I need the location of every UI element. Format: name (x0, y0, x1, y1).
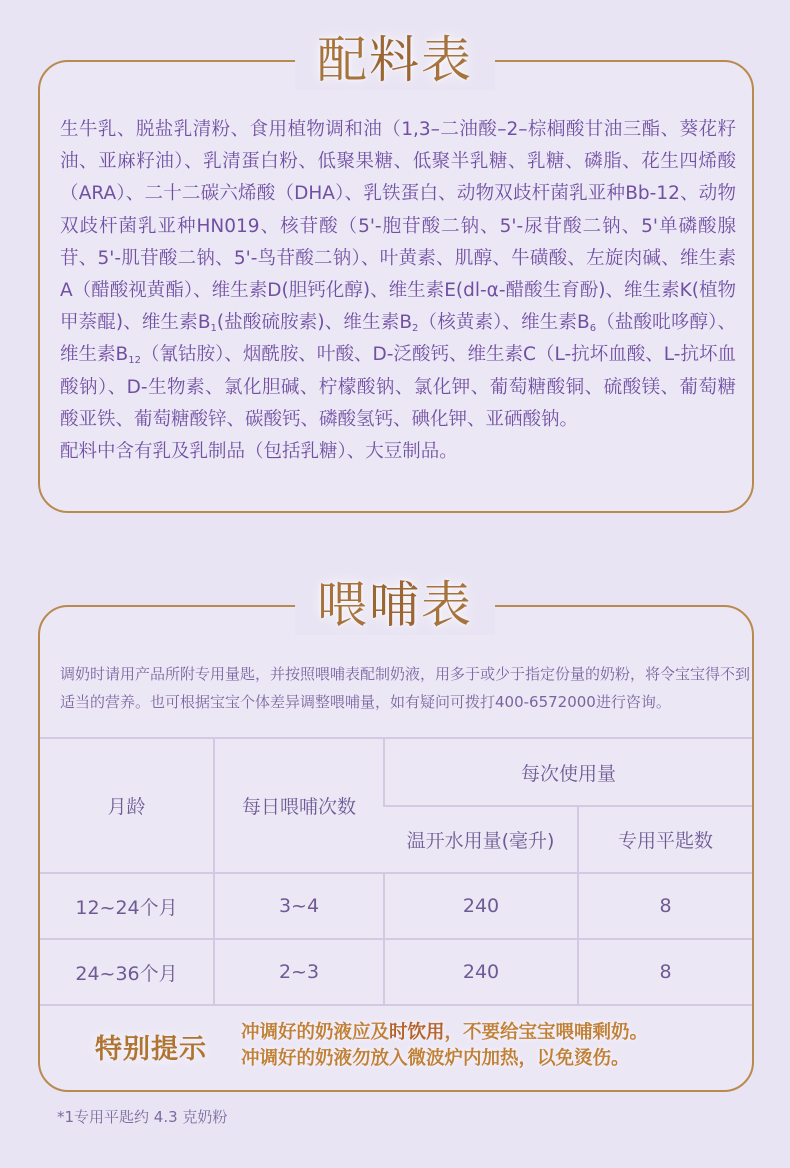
special-notice-text (241, 1020, 648, 1072)
header-daily-feeds: 每日喂哺次数 (214, 738, 384, 873)
cell-scoops: 8 (578, 873, 752, 939)
ingredients-title-char-2: 料 (369, 31, 421, 89)
feeding-instructions: 调奶时请用产品所附专用量匙，并按照喂哺表配制奶液，用多于或少于指定份量的奶粉，将令宝宝得不到适当的营养。也可根据宝宝个体差异调整喂哺量，如有疑问可拨打400-6572000进行咨询。 (60, 665, 751, 711)
header-age: 月龄 (40, 738, 214, 873)
ingredients-title (295, 30, 495, 90)
ingredients-list (60, 114, 736, 436)
notice-line-1-a: 冲调好的奶液应及 (241, 1022, 390, 1043)
special-notice (95, 1020, 648, 1072)
feeding-title-char-2: 哺 (369, 576, 421, 634)
feeding-table (40, 737, 752, 1006)
feeding-title-char-3: 表 (421, 576, 473, 634)
cell-scoops: 8 (578, 939, 752, 1005)
ingredients-text-part-4: （盐酸吡哆醇）、维生素B (60, 312, 736, 366)
ingredients-text (60, 114, 736, 468)
ingredients-text-part-3: （核黄素）、维生素B (418, 312, 590, 334)
cell-age: 24~36个月 (40, 939, 214, 1005)
subscript-2: 2 (412, 323, 419, 335)
notice-line-1-c: ，不要给宝宝喂哺剩奶。 (444, 1022, 649, 1043)
subscript-12: 12 (128, 355, 141, 367)
feeding-title-char-1: 喂 (317, 576, 369, 634)
cell-times: 3~4 (214, 873, 384, 939)
ingredients-text-part-1: 生牛乳、脱盐乳清粉、食用植物调和油（1,3–二油酸–2–棕榈酸甘油三酯、葵花籽油、亚麻籽油）、乳清蛋白粉、低聚果糖、低聚半乳糖、乳糖、磷脂、花生四烯酸（ARA）、二十二碳六烯酸（DHA）、乳铁蛋白、动物双歧杆菌乳亚种Bb-12、动物双歧杆菌乳亚种HN019、核苷酸（5'-胞苷酸二钠、5'-尿苷酸二钠、5'单磷酸腺苷、5'-肌苷酸二钠、5'-鸟苷酸二钠）、叶黄素、肌醇、牛磺酸、左旋肉碱、维生素A（醋酸视黄酯）、维生素D(胆钙化醇)、维生素E(dl-α-醋酸生育酚)、维生素K(植物甲萘醌)、维生素B (60, 119, 736, 334)
header-usage-per-feed: 每次使用量 (384, 738, 752, 806)
notice-line-1 (241, 1020, 648, 1046)
cell-age: 12~24个月 (40, 873, 214, 939)
feeding-title (295, 575, 495, 635)
table-row (40, 939, 752, 1005)
cell-water: 240 (384, 873, 578, 939)
allergen-statement: 配料中含有乳及乳制品（包括乳糖）、大豆制品。 (60, 441, 458, 463)
ingredients-title-char-1: 配 (317, 31, 369, 89)
notice-line-2: 冲调好的奶液勿放入微波炉内加热，以免烫伤。 (241, 1048, 630, 1069)
header-scoops: 专用平匙数 (578, 806, 752, 873)
footnote: *1专用平匙约 4.3 克奶粉 (57, 1108, 228, 1126)
cell-water: 240 (384, 939, 578, 1005)
subscript-1: 1 (210, 323, 217, 335)
ingredients-title-char-3: 表 (421, 31, 473, 89)
ingredients-text-part-5: （氰钴胺）、烟酰胺、叶酸、D-泛酸钙、维生素C（L-抗坏血酸、L-抗坏血酸钠）、D-生物素、氯化胆碱、柠檬酸钠、氯化钾、葡萄糖酸铜、硫酸镁、葡萄糖酸亚铁、葡萄糖酸锌、碳酸钙、磷酸氢钙、碘化钾、亚硒酸钠。 (60, 344, 736, 430)
ingredients-text-part-2: (盐酸硫胺素)、维生素B (216, 312, 413, 334)
notice-line-1-b: 时饮用 (389, 1022, 445, 1043)
header-water-ml: 温开水用量(毫升) (384, 806, 578, 873)
subscript-6: 6 (589, 323, 597, 335)
cell-times: 2~3 (214, 939, 384, 1005)
special-notice-label: 特别提示 (95, 1033, 207, 1065)
table-row (40, 873, 752, 939)
